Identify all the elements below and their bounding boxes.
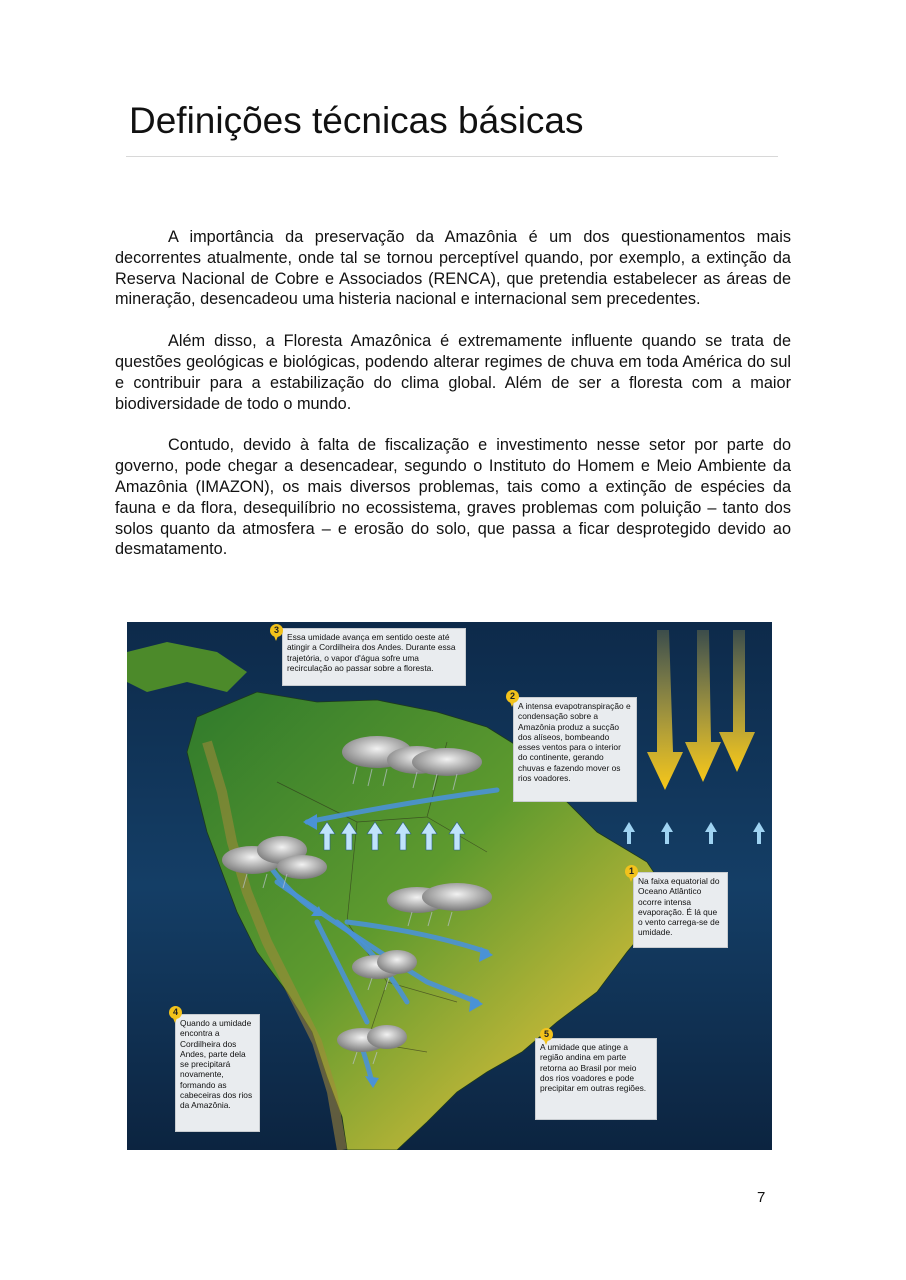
paragraph: Além disso, a Floresta Amazônica é extremamente influente quando se trata de questões geológicas e biológicas, podendo alterar regimes de chuva em toda América do sul e contribuir para a estabilização do clima global. Além de ser a floresta com a maior biodiversidade de todo o mundo. [115,332,791,413]
callout-1 [633,872,728,948]
callout-1-text: Na faixa equatorial do Oceano Atlântico ocorre intensa evaporação. É lá que o vento carrega-se de umidade. [638,876,720,938]
callout-2 [513,697,637,802]
callout-1-badge: 1 [625,865,638,878]
callout-5 [535,1038,657,1120]
page-number: 7 [757,1189,766,1206]
callout-2-badge: 2 [506,690,519,703]
callout-3 [282,628,466,686]
callout-4-badge: 4 [169,1006,182,1019]
title-divider [126,156,778,157]
callout-4 [175,1014,260,1132]
page-title: Definições técnicas básicas [129,100,584,141]
flying-rivers-illustration [127,622,772,1150]
callout-3-text: Essa umidade avança em sentido oeste até atingir a Cordilheira dos Andes. Durante essa trajetória, o vapor d'água sofre uma recirculação ao passar sobre a floresta. [287,632,456,673]
callout-5-badge: 5 [540,1028,553,1041]
callout-5-text: A umidade que atinge a região andina em parte retorna ao Brasil por meio dos rios voadores e pode precipitar em outras regiões. [540,1042,647,1094]
paragraph: A importância da preservação da Amazônia é um dos questionamentos mais decorrentes atualmente, onde tal se tornou perceptível quando, por exemplo, a extinção da Reserva Nacional de Cobre e Associados (RENCA), que pretendia estabelecer as áreas de mineração, desencadeou uma histeria nacional e internacional sem precedentes. [115,228,791,309]
body-text [115,227,791,581]
callout-4-text: Quando a umidade encontra a Cordilheira dos Andes, parte dela se precipitará novamente, formando as cabeceiras dos rios da Amazônia. [180,1018,253,1111]
callout-2-text: A intensa evapotranspiração e condensação sobre a Amazônia produz a sucção dos alíseos, bombeando esses ventos para o interior do continente, gerando chuvas e fazendo mover os rios voadores. [518,701,631,784]
callout-3-badge: 3 [270,624,283,637]
paragraph: Contudo, devido à falta de fiscalização e investimento nesse setor por parte do governo, pode chegar a desencadear, segundo o Instituto do Homem e Meio Ambiente da Amazônia (IMAZON), os mais diversos problemas, tais como a extinção de espécies da fauna e da flora, desequilíbrio no ecossistema, graves problemas com poluição – tanto dos solos quanto da atmosfera – e erosão do solo, que passa a ficar desprotegido devido ao desmatamento. [115,436,791,559]
